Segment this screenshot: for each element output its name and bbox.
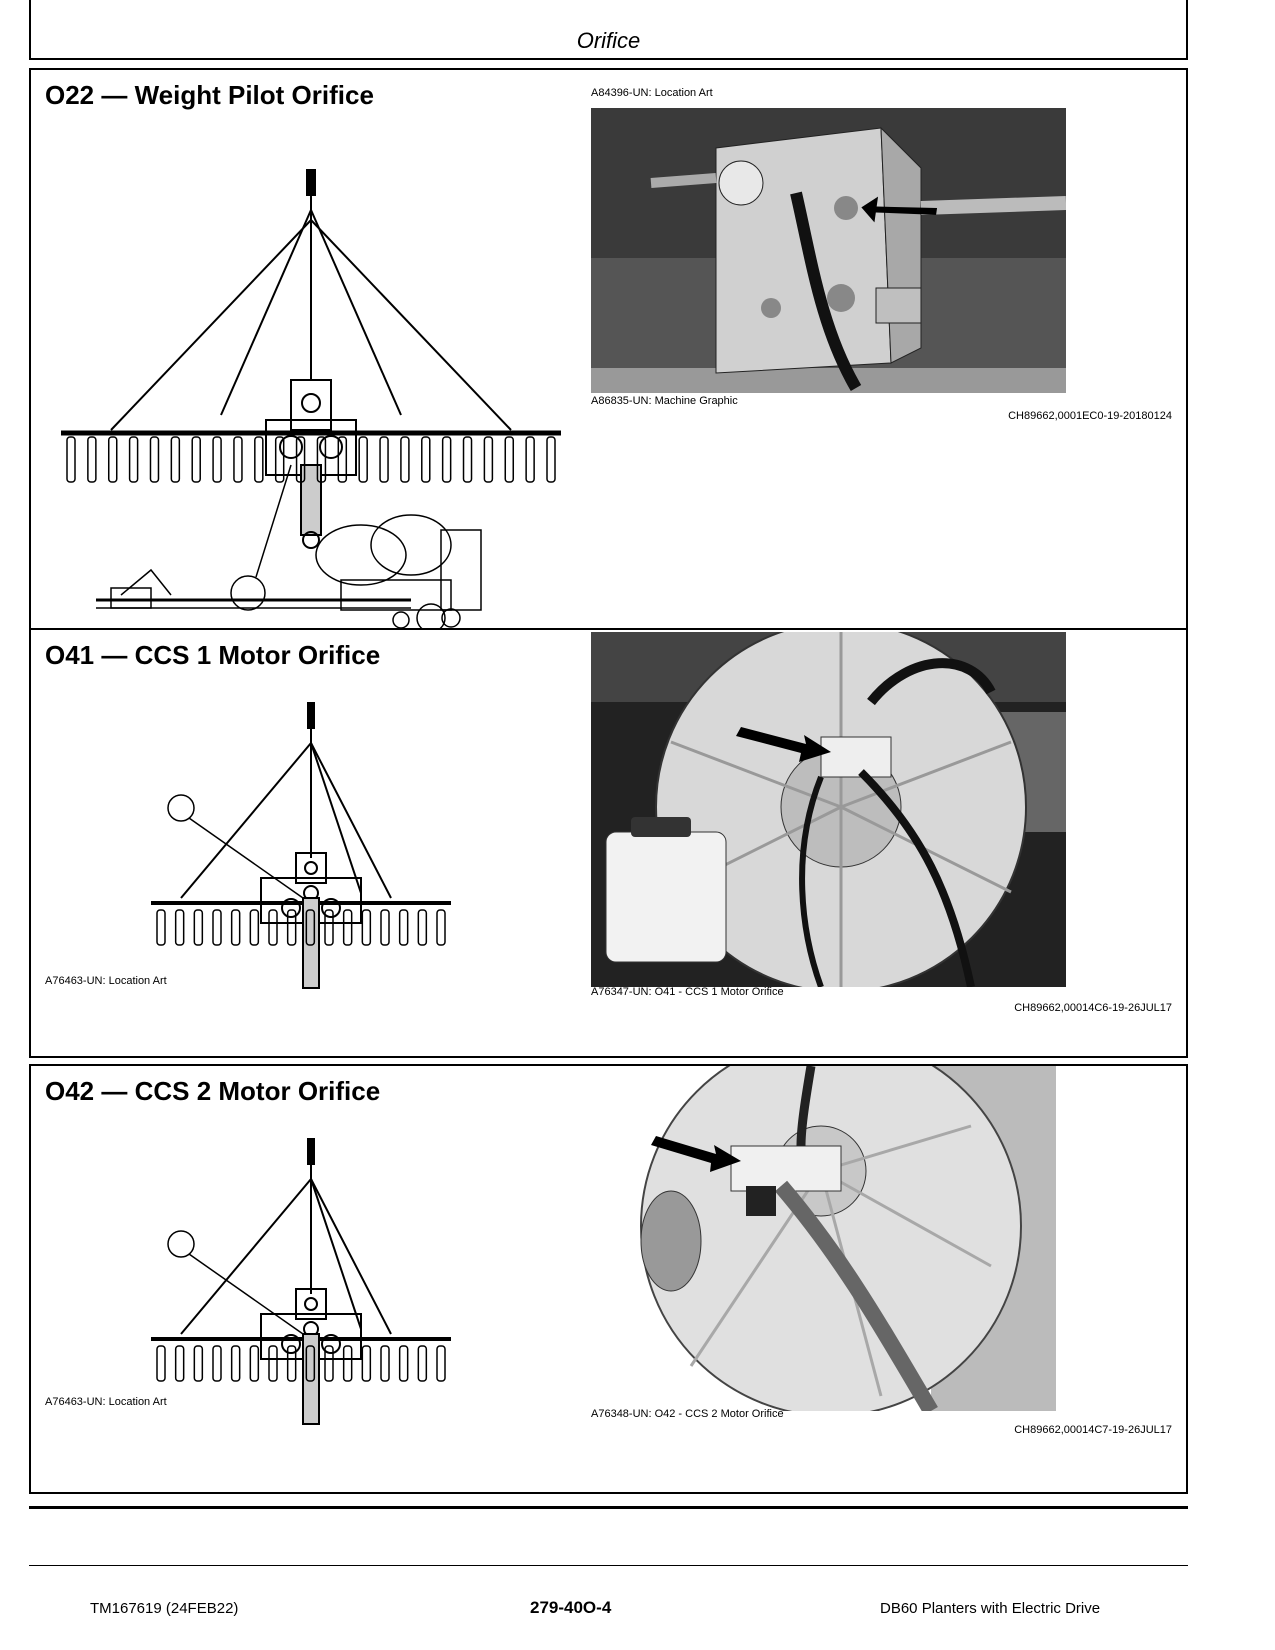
row-unit bbox=[213, 1346, 221, 1381]
row-unit bbox=[176, 910, 184, 945]
section-o41 bbox=[29, 628, 1188, 1058]
row-unit bbox=[344, 910, 352, 945]
row-unit bbox=[443, 437, 451, 482]
row-unit bbox=[157, 1346, 165, 1381]
motor-photo bbox=[591, 632, 1066, 987]
row-unit bbox=[362, 910, 370, 945]
row-unit bbox=[526, 437, 534, 482]
row-unit bbox=[437, 910, 445, 945]
reference-code: CH89662,00014C6-19-26JUL17 bbox=[1014, 1002, 1172, 1014]
photo-caption: A86835-UN: Machine Graphic bbox=[591, 395, 738, 407]
machine-photo bbox=[591, 108, 1066, 393]
planter-location-art bbox=[131, 698, 461, 998]
row-unit bbox=[418, 1346, 426, 1381]
row-unit bbox=[67, 437, 75, 482]
row-unit bbox=[400, 1346, 408, 1381]
row-unit bbox=[232, 1346, 240, 1381]
row-unit bbox=[418, 910, 426, 945]
footer-rule bbox=[29, 1565, 1188, 1566]
location-caption: A76463-UN: Location Art bbox=[45, 975, 167, 987]
row-unit bbox=[194, 1346, 202, 1381]
row-unit bbox=[255, 437, 263, 482]
row-unit bbox=[401, 437, 409, 482]
row-unit bbox=[250, 910, 258, 945]
row-unit bbox=[213, 910, 221, 945]
row-unit bbox=[213, 437, 221, 482]
section-title: O42 — CCS 2 Motor Orifice bbox=[45, 1076, 381, 1106]
row-unit bbox=[269, 1346, 277, 1381]
row-unit bbox=[234, 437, 242, 482]
row-unit bbox=[194, 910, 202, 945]
book-title: DB60 Planters with Electric Drive bbox=[880, 1600, 1101, 1617]
row-unit bbox=[250, 1346, 258, 1381]
planter-side-view bbox=[91, 500, 511, 630]
row-unit bbox=[359, 437, 367, 482]
bottom-rule bbox=[29, 1506, 1188, 1509]
row-unit bbox=[422, 437, 430, 482]
location-caption: A76463-UN: Location Art bbox=[45, 1396, 167, 1408]
motor-photo bbox=[631, 1066, 1056, 1411]
section-title: O41 — CCS 1 Motor Orifice bbox=[45, 640, 381, 670]
row-unit bbox=[150, 437, 158, 482]
row-unit bbox=[171, 437, 179, 482]
page-number: 279-40O-4 bbox=[530, 1598, 612, 1617]
planter-location-art bbox=[131, 1134, 461, 1434]
row-unit bbox=[176, 1346, 184, 1381]
row-unit bbox=[130, 437, 138, 482]
photo-caption: A76348-UN: O42 - CCS 2 Motor Orifice bbox=[591, 1408, 784, 1420]
row-unit bbox=[547, 437, 555, 482]
row-unit bbox=[505, 437, 513, 482]
row-unit bbox=[192, 437, 200, 482]
row-unit bbox=[400, 910, 408, 945]
section-title: O22 — Weight Pilot Orifice bbox=[45, 80, 374, 110]
section-o42 bbox=[29, 1064, 1188, 1494]
row-unit bbox=[344, 1346, 352, 1381]
row-unit bbox=[232, 910, 240, 945]
reference-code: CH89662,0001EC0-19-20180124 bbox=[1008, 410, 1172, 422]
row-unit bbox=[88, 437, 96, 482]
row-unit bbox=[381, 1346, 389, 1381]
location-caption: A84396-UN: Location Art bbox=[591, 87, 713, 99]
photo-caption: A76347-UN: O41 - CCS 1 Motor Orifice bbox=[591, 986, 784, 998]
row-unit bbox=[381, 910, 389, 945]
page-title: Orifice bbox=[576, 28, 641, 53]
row-unit bbox=[484, 437, 492, 482]
row-unit bbox=[362, 1346, 370, 1381]
row-unit bbox=[464, 437, 472, 482]
section-o22 bbox=[29, 68, 1188, 633]
row-unit bbox=[269, 910, 277, 945]
document-id: TM167619 (24FEB22) bbox=[90, 1600, 239, 1617]
row-unit bbox=[380, 437, 388, 482]
row-unit bbox=[437, 1346, 445, 1381]
row-unit bbox=[157, 910, 165, 945]
page-header bbox=[29, 0, 1188, 60]
reference-code: CH89662,00014C7-19-26JUL17 bbox=[1014, 1424, 1172, 1436]
row-unit bbox=[109, 437, 117, 482]
